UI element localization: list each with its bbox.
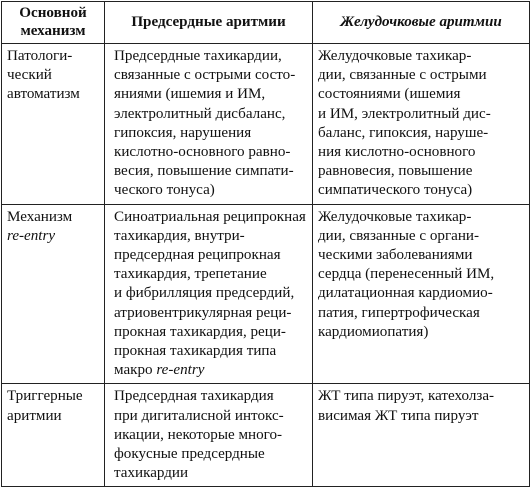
mechanism-cell xyxy=(2,44,105,205)
cell-line: электролитный дисбаланс, xyxy=(114,105,286,122)
cell-line: автоматизм xyxy=(7,86,80,103)
header-atrial-label: Предсердные аритмии xyxy=(131,14,286,30)
cell-line: фокусные предсердные xyxy=(114,446,265,463)
cell-line: дии, связанные с органи- xyxy=(318,227,480,244)
cell-line: ческими заболеваниями xyxy=(318,247,473,264)
cell-line-mixed xyxy=(114,361,308,380)
cell-line: ческий xyxy=(7,67,52,84)
cell-line: тахикардии xyxy=(114,465,189,482)
cell-line: кислотно-основного равно- xyxy=(114,144,291,161)
cell-text: макро xyxy=(114,362,153,379)
cell-line: гипоксия, нарушения xyxy=(114,124,252,141)
cell-line: весия, повышение симпати- xyxy=(114,163,294,180)
atrial-cell xyxy=(105,204,313,384)
cell-line: висимая ЖТ типа пируэт xyxy=(318,407,479,424)
cell-line: кардиомиопатия) xyxy=(318,323,429,340)
atrial-cell xyxy=(105,44,313,205)
cell-line: сердца (перенесенный ИМ, xyxy=(318,266,495,283)
cell-line: Синоатриальная реципрокная xyxy=(114,208,306,225)
ventricular-cell xyxy=(313,204,530,384)
cell-line: дии, связанные с острыми xyxy=(318,67,487,84)
mechanism-cell xyxy=(2,204,105,384)
cell-line: ния кислотно-основного xyxy=(318,144,476,161)
cell-line: прокная тахикардия, реци- xyxy=(114,323,286,340)
ventricular-cell xyxy=(313,384,530,487)
cell-line: и ИМ, электролитный дис- xyxy=(318,105,491,122)
cell-line: Предсердная тахикардия xyxy=(114,388,274,405)
table-header-row xyxy=(2,2,530,44)
cell-line: связанные с острыми состо- xyxy=(114,67,296,84)
cell-line: тахикардия, трепетание xyxy=(114,266,267,283)
cell-line: прокная тахикардия типа xyxy=(114,343,277,360)
cell-line: и фибрилляция предсердий, xyxy=(114,285,295,302)
cell-line: тахикардия, внутри- xyxy=(114,227,245,244)
cell-line: баланс, гипоксия, наруше- xyxy=(318,124,489,141)
table-row xyxy=(2,44,530,205)
cell-line: ческого тонуса) xyxy=(114,182,215,199)
ventricular-cell xyxy=(313,44,530,205)
table-row xyxy=(2,384,530,487)
cell-line: состояниями (ишемия xyxy=(318,86,461,103)
cell-line: Желудочковые тахикар- xyxy=(318,48,472,64)
cell-line: яниями (ишемия и ИМ, xyxy=(114,86,266,103)
header-mechanism xyxy=(2,2,105,44)
cell-text-italic: re-entry xyxy=(156,362,205,379)
header-ventricular-label: Желудочковые аритмии xyxy=(340,14,502,30)
cell-line: при дигиталисной интокс- xyxy=(114,407,284,424)
cell-line: Патологи- xyxy=(7,48,73,64)
header-mechanism-line: Основной xyxy=(19,5,87,21)
cell-line: икации, некоторые много- xyxy=(114,426,283,443)
cell-line: re-entry xyxy=(7,227,56,244)
header-mechanism-line: механизм xyxy=(20,23,86,39)
cell-line: предсердная реципрокная xyxy=(114,247,281,264)
cell-line: равновесия, повышение xyxy=(318,163,473,180)
table-row xyxy=(2,204,530,384)
cell-line: патия, гипертрофическая xyxy=(318,304,480,321)
cell-line: ЖТ типа пируэт, катехолза- xyxy=(318,388,495,405)
atrial-cell xyxy=(105,384,313,487)
cell-line: дилатационная кардиомио- xyxy=(318,285,493,302)
header-atrial xyxy=(105,2,313,44)
mechanism-cell xyxy=(2,384,105,487)
cell-line: Триггерные xyxy=(7,388,83,405)
cell-line: аритмии xyxy=(7,407,62,424)
cell-line: Предсердные тахикардии, xyxy=(114,48,282,64)
header-ventricular xyxy=(313,2,530,44)
cell-line: атриовентрикулярная реци- xyxy=(114,304,292,321)
arrhythmia-mechanism-table xyxy=(1,1,530,487)
cell-line: Желудочковые тахикар- xyxy=(318,208,472,225)
cell-line: Механизм xyxy=(7,208,73,225)
cell-line: симпатического тонуса) xyxy=(318,182,473,199)
